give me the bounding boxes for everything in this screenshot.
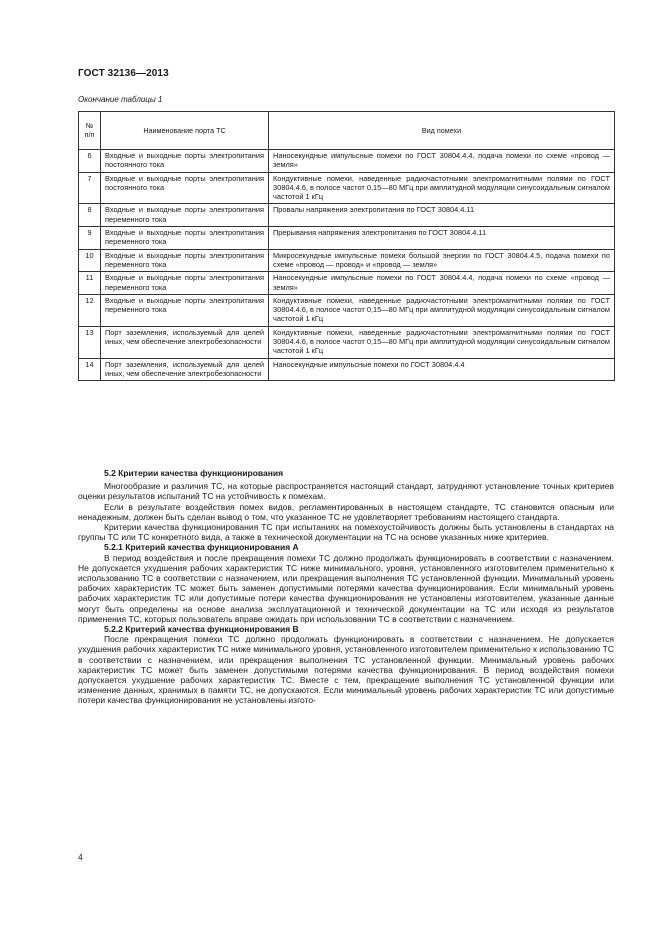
- row-port: Входные и выходные порты электропитания переменного тока: [101, 204, 269, 227]
- row-type: Наносекундные импульсные помехи по ГОСТ 30804.4.4: [269, 358, 615, 381]
- row-num: 6: [79, 150, 101, 173]
- row-port: Входные и выходные порты электропитания переменного тока: [101, 249, 269, 272]
- subsection-heading-b: 5.2.2 Критерий качества функционирования В: [104, 624, 299, 635]
- row-num: 14: [79, 358, 101, 381]
- row-port: Порт заземления, используемый для целей иных, чем обеспечение электробезопасности: [101, 358, 269, 381]
- table-row: [79, 150, 615, 173]
- row-type: Провалы напряжения электропитания по ГОСТ 30804.4.11: [269, 204, 615, 227]
- row-port: Входные и выходные порты электропитания переменного тока: [101, 294, 269, 326]
- table-row: [79, 204, 615, 227]
- table-row: [79, 358, 615, 381]
- row-port: Входные и выходные порты электропитания переменного тока: [101, 227, 269, 250]
- table-row: [79, 172, 615, 204]
- row-port: Входные и выходные порты электропитания постоянного тока: [101, 172, 269, 204]
- row-type: Кондуктивные помехи, наведенные радиочастотными электромагнитными полями по ГОСТ 30804.4.6, в полосе частот 0,15—80 МГц при амплитудной модуляции синусоидальным сигналом частотой 1 кГц: [269, 294, 615, 326]
- row-type: Микросекундные импульсные помехи большой энергии по ГОСТ 30804.4.5, подача помехи по схеме «провод — провод» и «провод — земля»: [269, 249, 615, 272]
- section-heading: 5.2 Критерии качества функционирования: [104, 468, 284, 478]
- table-caption: Окончание таблицы 1: [78, 95, 163, 104]
- row-port: Входные и выходные порты электропитания переменного тока: [101, 272, 269, 295]
- row-num: 10: [79, 249, 101, 272]
- row-port: Порт заземления, используемый для целей иных, чем обеспечение электробезопасности: [101, 326, 269, 358]
- subsection-heading-a: 5.2.1 Критерий качества функционирования А: [104, 542, 299, 553]
- table-header-row: [79, 112, 615, 150]
- table-row: [79, 294, 615, 326]
- row-type: Кондуктивные помехи, наведенные радиочастотными электромагнитными полями по ГОСТ 30804.4.6, в полосе частот 0,15—80 МГц при амплитудной модуляции синусоидальным сигналом частотой 1 кГц: [269, 326, 615, 358]
- row-port: Входные и выходные порты электропитания постоянного тока: [101, 150, 269, 173]
- table-row: [79, 227, 615, 250]
- row-type: Кондуктивные помехи, наведенные радиочастотными электромагнитными полями по ГОСТ 30804.4.6, в полосе частот 0,15—80 МГц при амплитудной модуляции синусоидальным сигналом частотой 1 кГц: [269, 172, 615, 204]
- interference-table: [78, 111, 615, 381]
- row-type: Прерывания напряжения электропитания по ГОСТ 30804.4.11: [269, 227, 615, 250]
- row-num: 12: [79, 294, 101, 326]
- header-port-name: Наименование порта ТС: [101, 112, 269, 150]
- row-num: 11: [79, 272, 101, 295]
- table-row: [79, 326, 615, 358]
- paragraph: Многообразие и различия ТС, на которые распространяется настоящий стандарт, затрудняют установление точных критериев оценки результатов испытаний ТС на устойчивость к помехам.: [78, 481, 614, 502]
- header-num: № п/п: [79, 112, 101, 150]
- row-num: 9: [79, 227, 101, 250]
- paragraph: После прекращения помехи ТС должно продолжать функционировать в соответствии с назначением. Не допускается ухудшения рабочих характеристик ТС ниже минимального уровня, установленного изготовителем применительно к использованию ТС в соответствии с назначением, или прекращения выполнения ТС установленной функции. Минимальный уровень рабочих характеристик ТС может быть заменен допустимыми потерями качества функционирования. В период воздействия помехи допускается ухудшение рабочих характеристик ТС. Вместе с тем, прекращение выполнения ТС установленной функции или изменение данных, хранимых в памяти ТС, не допускаются. Если минимальный уровень рабочих характеристик ТС или допустимые потери качества функционирования не установлены изгото-: [78, 634, 614, 706]
- paragraph: Если в результате воздействия помех видов, регламентированных в настоящем стандарте, ТС становится опасным или ненадежным, должен быть сделан вывод о том, что указанное ТС не удовлетворяет требованиям настоящего стандарта.: [78, 501, 614, 522]
- header-interference-type: Вид помехи: [269, 112, 615, 150]
- page-number: 4: [78, 852, 83, 862]
- table-row: [79, 249, 615, 272]
- paragraph: В период воздействия и после прекращения помехи ТС должно продолжать функционировать в соответствии с назначением. Не допускается ухудшения рабочих характеристик ТС ниже минимального, уровня, установленного изготовителем применительно к использованию ТС в соответствии с назначением, или прекращения выполнения ТС установленной функции. Минимальный уровень рабочих характеристик ТС может быть заменен допустимыми потерями качества функционирования. Если минимальный уровень рабочих характеристик ТС или допустимые потери качества функционирования не установлены изготовителем, указанные данные могут быть определены на основе анализа эксплуатационной и технической документации на ТС или исходя из результатов применения ТС, которых пользователь вправе ожидать при использовании ТС в соответствии с назначением.: [78, 552, 614, 624]
- table-row: [79, 272, 615, 295]
- row-num: 13: [79, 326, 101, 358]
- paragraph: Критерии качества функционирования ТС при испытаниях на помехоустойчивость должны быть установлены в стандартах на группы ТС или ТС конкретного вида, а также в технической документации на ТС на основе указанных ниже критериев.: [78, 522, 614, 543]
- row-num: 7: [79, 172, 101, 204]
- row-num: 8: [79, 204, 101, 227]
- section-body: [78, 466, 614, 706]
- row-type: Наносекундные импульсные помехи по ГОСТ 30804.4.4, подача помехи по схеме «провод — земля»: [269, 150, 615, 173]
- row-type: Наносекундные импульсные помехи по ГОСТ 30804.4.4, подача помехи по схеме «провод — земля»: [269, 272, 615, 295]
- document-code: ГОСТ 32136—2013: [78, 68, 169, 79]
